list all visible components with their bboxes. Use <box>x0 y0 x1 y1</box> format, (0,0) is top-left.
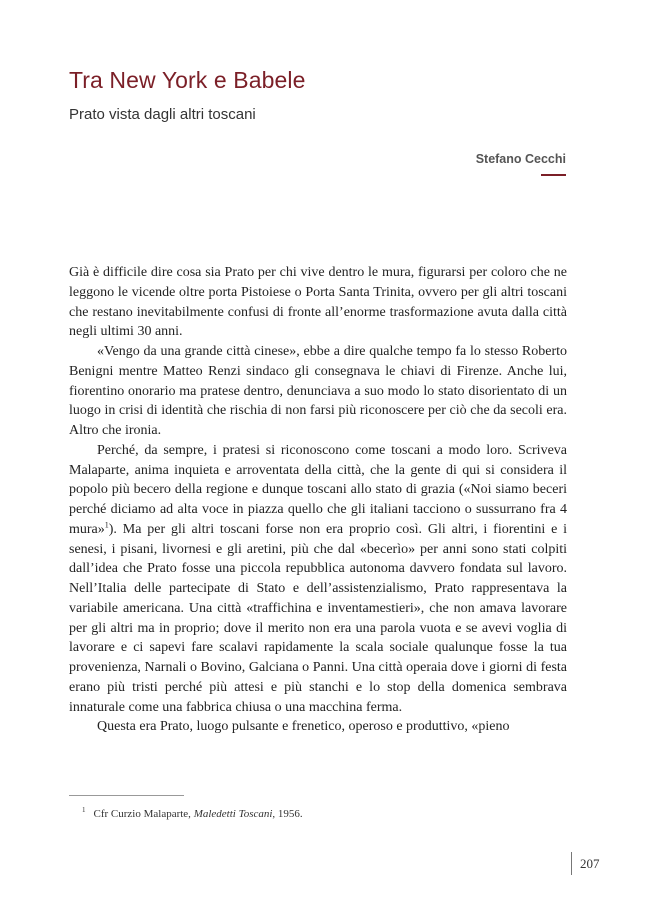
page-number: 207 <box>580 856 600 871</box>
paragraph-2: «Vengo da una grande città cinese», ebbe a dire qualche tempo fa lo stesso Roberto Benigni mentre Matteo Renzi sindaco gli consegnava le chiavi di Firenze. Anche lui, fiorentino onorario ma pratese dentro, denunciava a suo modo lo stato disorientato di un luogo in crisi di identità che rischia di non farsi più riconoscere per ciò che da secoli era. Altro che ironia. <box>69 344 567 438</box>
chapter-title: Tra New York e Babele <box>69 67 306 93</box>
page-number-divider <box>571 852 572 875</box>
paragraph-1: Già è difficile dire cosa sia Prato per chi vive dentro le mura, figurarsi per coloro che ne leggono le vicende oltre porta Pistoiese o Porta Santa Trinita, ovvero per gli altri toscani che restano inevitabilmente confusi di fronte all’enorme trasformazione avuta dalla città negli ultimi 30 anni. <box>69 265 567 340</box>
body-text <box>69 263 567 737</box>
paragraph-3-part-b: ). Ma per gli altri toscani forse non era proprio così. Gli altri, i fiorentini e i senesi, i pisani, livornesi e gli aretini, più che dal «becerìo» per anni sono stati colpiti dall’idea che Prato fosse una piccola repubblica autonoma davvero fondata sul lavoro. Nell’Italia delle partecipate di Stato e dell’assistenzialismo, Prato rappresentava la variabile americana. Una città «traffichina e inventamestieri», che non amava lavorare per gli altri ma in proprio; dove il merito non era una parola vuota e se avevi voglia di lavorare e ci sapevi fare scalavi rapidamente la scala sociale qualunque fosse la tua provenienza, Narnali o Bovino, Galciana o Panni. Una città operaia dove i giorni di festa erano più tristi perché più attesi e più stanchi e lo stop della domenica sembrava innaturale come una fabbrica chiusa o una macchina ferma. <box>69 521 567 715</box>
chapter-subtitle: Prato vista dagli altri toscani <box>69 106 256 123</box>
footnote <box>82 808 303 820</box>
paragraph-3-part-a: Perché, da sempre, i pratesi si riconoscono come toscani a modo loro. Scriveva Malaparte, anima inquieta e arroventata della città, che la gente di qui si considera il popolo più becero della regione e dunque toscani allo stato di grazia («Noi siamo beceri perché diciamo ad alta voce in piazza quello che gli italiani tacciono o sussurrano fra 4 mura» <box>69 442 567 537</box>
footnote-divider <box>69 795 184 796</box>
footnote-work-title: Maledetti Toscani <box>193 808 273 820</box>
footnote-prefix: Cfr Curzio Malaparte, <box>93 808 194 820</box>
footnote-suffix: , 1956. <box>272 808 303 820</box>
author-underline <box>541 174 566 176</box>
paragraph-4: Questa era Prato, luogo pulsante e frenetico, operoso e produttivo, «pieno <box>97 719 510 735</box>
footnote-reference: 1 <box>104 520 109 530</box>
author-name: Stefano Cecchi <box>475 152 566 166</box>
footnote-number: 1 <box>82 806 86 815</box>
paragraph-3 <box>69 441 567 718</box>
